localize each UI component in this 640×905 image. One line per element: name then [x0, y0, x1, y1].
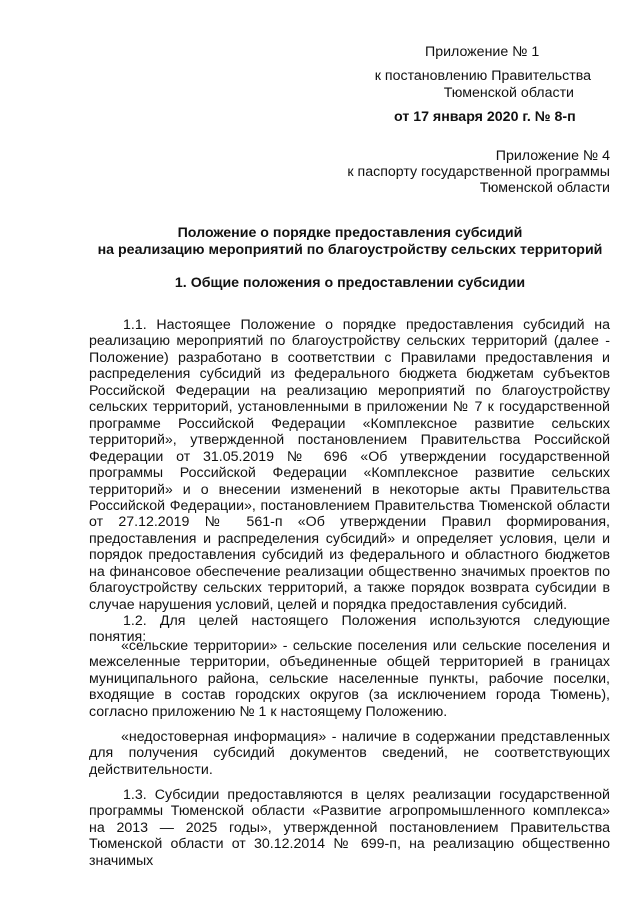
resolution-reference: к постановлению Правительства	[374, 68, 591, 84]
paragraph-1-2: 1.2. Для целей настоящего Положения используются следующие понятия:	[89, 613, 610, 646]
appendix-4-label: Приложение № 4	[495, 148, 610, 164]
paragraph-1-1: 1.1. Настоящее Положение о порядке предоставления субсидий на реализацию мероприятий по благоустройству сельских территорий (далее - Положение) разработано в соответствии с Правилами предоставления и распределения субсидий из федерального бюджета бюджетам субъектов Российской Федерации на реализацию мероприятий по благоустройству сельских территорий, установленными в приложении № 7 к государственной программе Российской Федерации «Комплексное развитие сельских территорий», утвержденной постановлением Правительства Российской Федерации от 31.05.2019 № 696 «Об утверждении государственной программы Российской Федерации «Комплексное развитие сельских территорий» и о внесении изменений в некоторые акты Правительства Российской Федерации», постановлением Правительства Тюменской области от 27.12.2019 № 561-п «Об утверждении Правил формирования, предоставления и распределения субсидий» и определяет условия, цели и порядок предоставления субсидий из федерального и областного бюджетов на финансовое обеспечение реализации общественно значимых проектов по благоустройству сельских территорий, а также порядок возврата субсидии в случае нарушения условий, целей и порядка предоставления субсидий.	[89, 317, 610, 613]
definition-rural-territories: «сельские территории» - сельские поселения или сельские поселения и межселенные территории, объединенные общей территорией в границах муниципального района, сельские населенные пункты, рабочие поселки, входящие в состав городских округов (за исключением города Тюмень), согласно приложению № 1 к настоящему Положению.	[89, 638, 610, 720]
title-line-2: на реализацию мероприятий по благоустройству сельских территорий	[97, 242, 603, 258]
resolution-date-number: от 17 января 2020 г. № 8-п	[394, 109, 576, 125]
region-name: Тюменской области	[443, 85, 574, 101]
program-passport-reference: к паспорту государственной программы	[347, 164, 610, 180]
section-1-heading: 1. Общие положения о предоставлении субсидии	[174, 275, 526, 291]
paragraph-1-3: 1.3. Субсидии предоставляются в целях реализации государственной программы Тюменской области «Развитие агропромышленного комплекса» на 2013 — 2025 годы», утвержденной постановлением Правительства Тюменской области от 30.12.2014 № 699-п, на реализацию общественно значимых	[89, 787, 610, 869]
program-region-name: Тюменской области	[479, 180, 610, 196]
title-line-1: Положение о порядке предоставления субсидий	[177, 225, 523, 241]
appendix-1-label: Приложение № 1	[425, 44, 540, 60]
definition-unreliable-information: «недостоверная информация» - наличие в содержании представленных для получения субсидий документов сведений, не соответствующих действительности.	[89, 729, 610, 778]
